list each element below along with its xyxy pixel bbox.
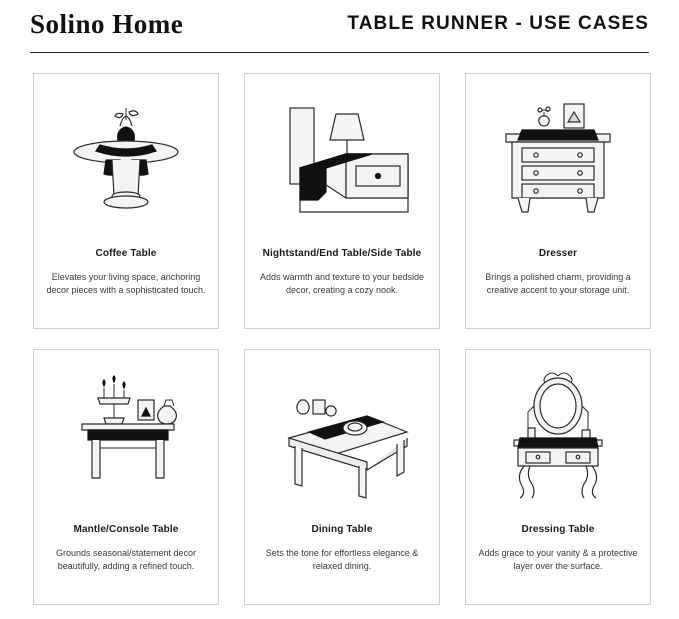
coffee-table-illustration — [46, 84, 206, 234]
card-description: Elevates your living space, anchoring decor pieces with a sophisticated touch. — [46, 272, 206, 296]
card-title: Nightstand/End Table/Side Table — [262, 248, 422, 259]
card-description: Sets the tone for effortless elegance & relaxed dining. — [265, 548, 419, 572]
dresser-illustration — [478, 84, 638, 234]
mantle-console-table-illustration — [46, 360, 206, 510]
use-case-grid — [22, 53, 657, 605]
page-title: TABLE RUNNER - USE CASES — [347, 13, 649, 34]
card-description: Grounds seasonal/statement decor beautifully, adding a refined touch. — [55, 548, 197, 572]
card-description: Adds grace to your vanity & a protective layer over the surface. — [478, 548, 638, 572]
use-case-card-dining-table — [244, 349, 440, 605]
card-description: Brings a polished charm, providing a creative accent to your storage unit. — [485, 272, 631, 296]
card-title: Coffee Table — [95, 248, 157, 259]
poster-header — [22, 0, 657, 48]
use-case-card-nightstand — [244, 73, 440, 329]
dining-table-illustration — [257, 360, 427, 510]
nightstand-illustration — [257, 84, 427, 234]
dressing-table-illustration — [478, 360, 638, 510]
card-title: Dresser — [538, 248, 578, 259]
card-title: Dining Table — [311, 524, 373, 535]
card-title: Dressing Table — [521, 524, 595, 535]
use-case-card-dresser — [465, 73, 651, 329]
brand-logo: Solino Home — [30, 8, 184, 39]
use-case-card-mantle-console-table — [33, 349, 219, 605]
card-description: Adds warmth and texture to your bedside decor, creating a cozy nook. — [259, 272, 425, 296]
use-case-card-dressing-table — [465, 349, 651, 605]
use-case-card-coffee-table — [33, 73, 219, 329]
card-title: Mantle/Console Table — [73, 524, 179, 535]
